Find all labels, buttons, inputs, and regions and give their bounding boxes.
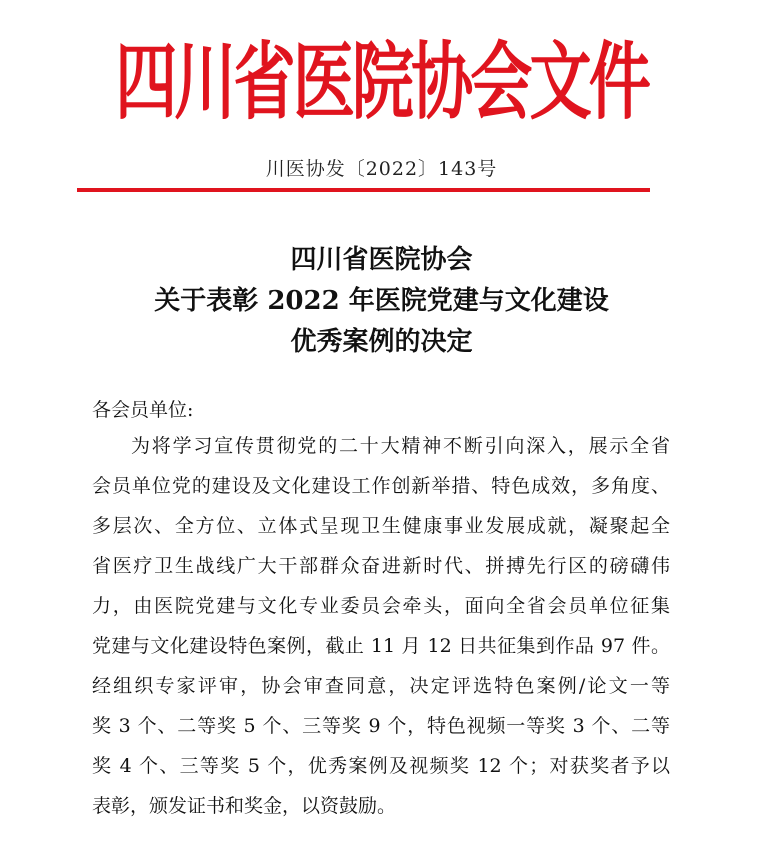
body-line-4: 省医疗卫生战线广大干部群众奋进新时代、拼搏先行区的磅礴伟 <box>92 555 670 577</box>
red-divider-line <box>77 188 650 192</box>
body-line-1: 为将学习宣传贯彻党的二十大精神不断引向深入，展示全省 <box>131 435 670 457</box>
body-line-7: 经组织专家评审，协会审查同意，决定评选特色案例/论文一等 <box>92 675 670 697</box>
title-line-1: 四川省医院协会 <box>290 245 473 275</box>
body-line-5: 力，由医院党建与文化专业委员会牵头，面向全省会员单位征集 <box>92 595 670 617</box>
red-header-title: 四川省医院协会文件 <box>115 32 648 131</box>
body-line-6: 党建与文化建设特色案例，截止 11 月 12 日共征集到作品 97 件。 <box>92 635 670 657</box>
title-line-2: 关于表彰 2022 年医院党建与文化建设 <box>154 286 609 316</box>
body-line-8: 奖 3 个、二等奖 5 个、三等奖 9 个，特色视频一等奖 3 个、二等 <box>92 715 670 737</box>
title-line-3: 优秀案例的决定 <box>290 327 473 357</box>
salutation: 各会员单位: <box>92 399 194 421</box>
body-line-2: 会员单位党的建设及文化建设工作创新举措、特色成效，多角度、 <box>92 475 670 497</box>
body-line-9: 奖 4 个、三等奖 5 个，优秀案例及视频奖 12 个；对获奖者予以 <box>92 755 670 777</box>
document-title <box>0 240 763 363</box>
body-line-3: 多层次、全方位、立体式呈现卫生健康事业发展成就，凝聚起全 <box>92 515 670 537</box>
document-number: 川医协发〔2022〕143号 <box>265 158 498 180</box>
body-line-10: 表彰，颁发证书和奖金，以资鼓励。 <box>92 795 397 817</box>
